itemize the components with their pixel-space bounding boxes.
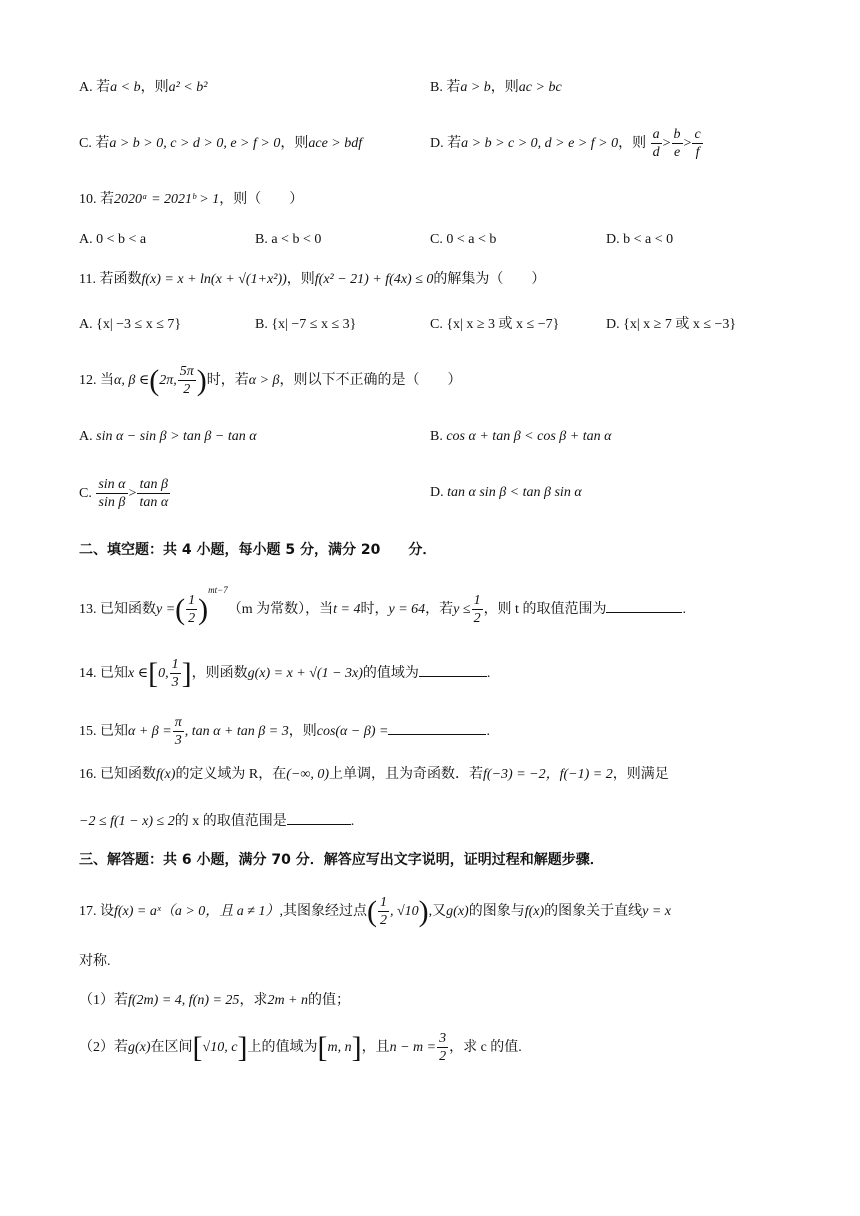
q9-option-c: C. 若a > b > 0, c > d > 0, e > f > 0，则ace > bdf (79, 136, 363, 151)
q11-option-a: A. {x| −3 ≤ x ≤ 7} (79, 317, 182, 332)
q12-option-d: D. tan α sin β < tan β sin α (430, 485, 582, 500)
q17-part2: （2）若g(x)在区间[√10, c]上的值域为[m, n]，且n − m = $\frac{3}{2}$ ，求 c 的值. (79, 1030, 522, 1065)
q14-answer-blank[interactable] (419, 662, 487, 677)
section-3-heading: 三、解答题：共 6 小题，满分 70 分．解答应写出文字说明，证明过程和解题步骤． (79, 852, 604, 868)
q14: 14. 已知x ∈[0, $\frac{1}{3}$ ]，则函数g(x) = x + √(1 − 3x)的值域为 . (79, 656, 491, 691)
q13: 13. 已知函数y =( $\frac{1}{2}$ )$^{mt-7}$（m 为常数），当t = 4时，y = 64，若y ≤ $\frac{1}{2}$ ，则 t 的取值范围为 . (79, 585, 686, 627)
q17-line2: 对称. (79, 954, 111, 969)
section-2-heading: 二、填空题：共 4 小题，每小题 5 分，满分 20 分． (79, 542, 437, 558)
q11-option-b: B. {x| −7 ≤ x ≤ 3} (255, 317, 357, 332)
q16-line1: 16. 已知函数f(x)的定义域为 R，在(−∞, 0)上单调，且为奇函数．若f(−3) = −2，f(−1) = 2，则满足 (79, 767, 669, 782)
q16-answer-blank[interactable] (287, 810, 351, 825)
q15-answer-blank[interactable] (388, 720, 486, 735)
q12-option-b: B. cos α + tan β < cos β + tan α (430, 429, 612, 444)
q10-option-c: C. 0 < a < b (430, 232, 497, 247)
q12-option-a: A. sin α − sin β > tan β − tan α (79, 429, 257, 444)
q13-answer-blank[interactable] (606, 598, 682, 613)
q11-option-d: D. {x| x ≥ 7 或 x ≤ −3} (606, 317, 737, 332)
q10-option-b: B. a < b < 0 (255, 232, 322, 247)
q12-stem: 12. 当α, β ∈(2π, $\frac{5\pi}{2}$ )时，若α > β，则以下不正确的是（ ） (79, 363, 462, 398)
q10-stem: 10. 若2020ᵃ = 2021ᵇ > 1，则（ ） (79, 192, 304, 207)
q16-line2: −2 ≤ f(1 − x) ≤ 2的 x 的取值范围是 . (79, 810, 354, 832)
q17-line1: 17. 设f(x) = aˣ（a > 0，且 a ≠ 1）,其图象经过点( $\frac{1}{2}$ , √10),又g(x)的图象与f(x)的图象关于直线y = x (79, 894, 672, 929)
q12-option-c: C. $\frac{\text{sin α}}{\text{sin β}}$ > $\frac{\text{tan β}}{\text{tan α}}$ (79, 477, 169, 511)
q10-option-d: D. b < a < 0 (606, 232, 674, 247)
q9-option-a: A. 若a < b，则a² < b² (79, 80, 208, 95)
q15: 15. 已知α + β = $\frac{\pi}{3}$ , tan α + tan β = 3，则cos(α − β) = . (79, 715, 490, 749)
q9-option-d: D. 若a > b > c > 0, d > e > f > 0，则 $\frac{a}{d}$ > $\frac{b}{e}$ > $\frac{c}{f}$ (430, 127, 701, 161)
q17-part1: （1）若f(2m) = 4, f(n) = 25，求2m + n的值； (79, 993, 350, 1008)
q9-option-b: B. 若a > b，则ac > bc (430, 80, 562, 95)
q11-stem: 11. 若函数f(x) = x + ln(x + √(1+x²))，则f(x² − 21) + f(4x) ≤ 0的解集为（ ） (79, 272, 546, 287)
q10-option-a: A. 0 < b < a (79, 232, 147, 247)
q11-option-c: C. {x| x ≥ 3 或 x ≤ −7} (430, 317, 560, 332)
